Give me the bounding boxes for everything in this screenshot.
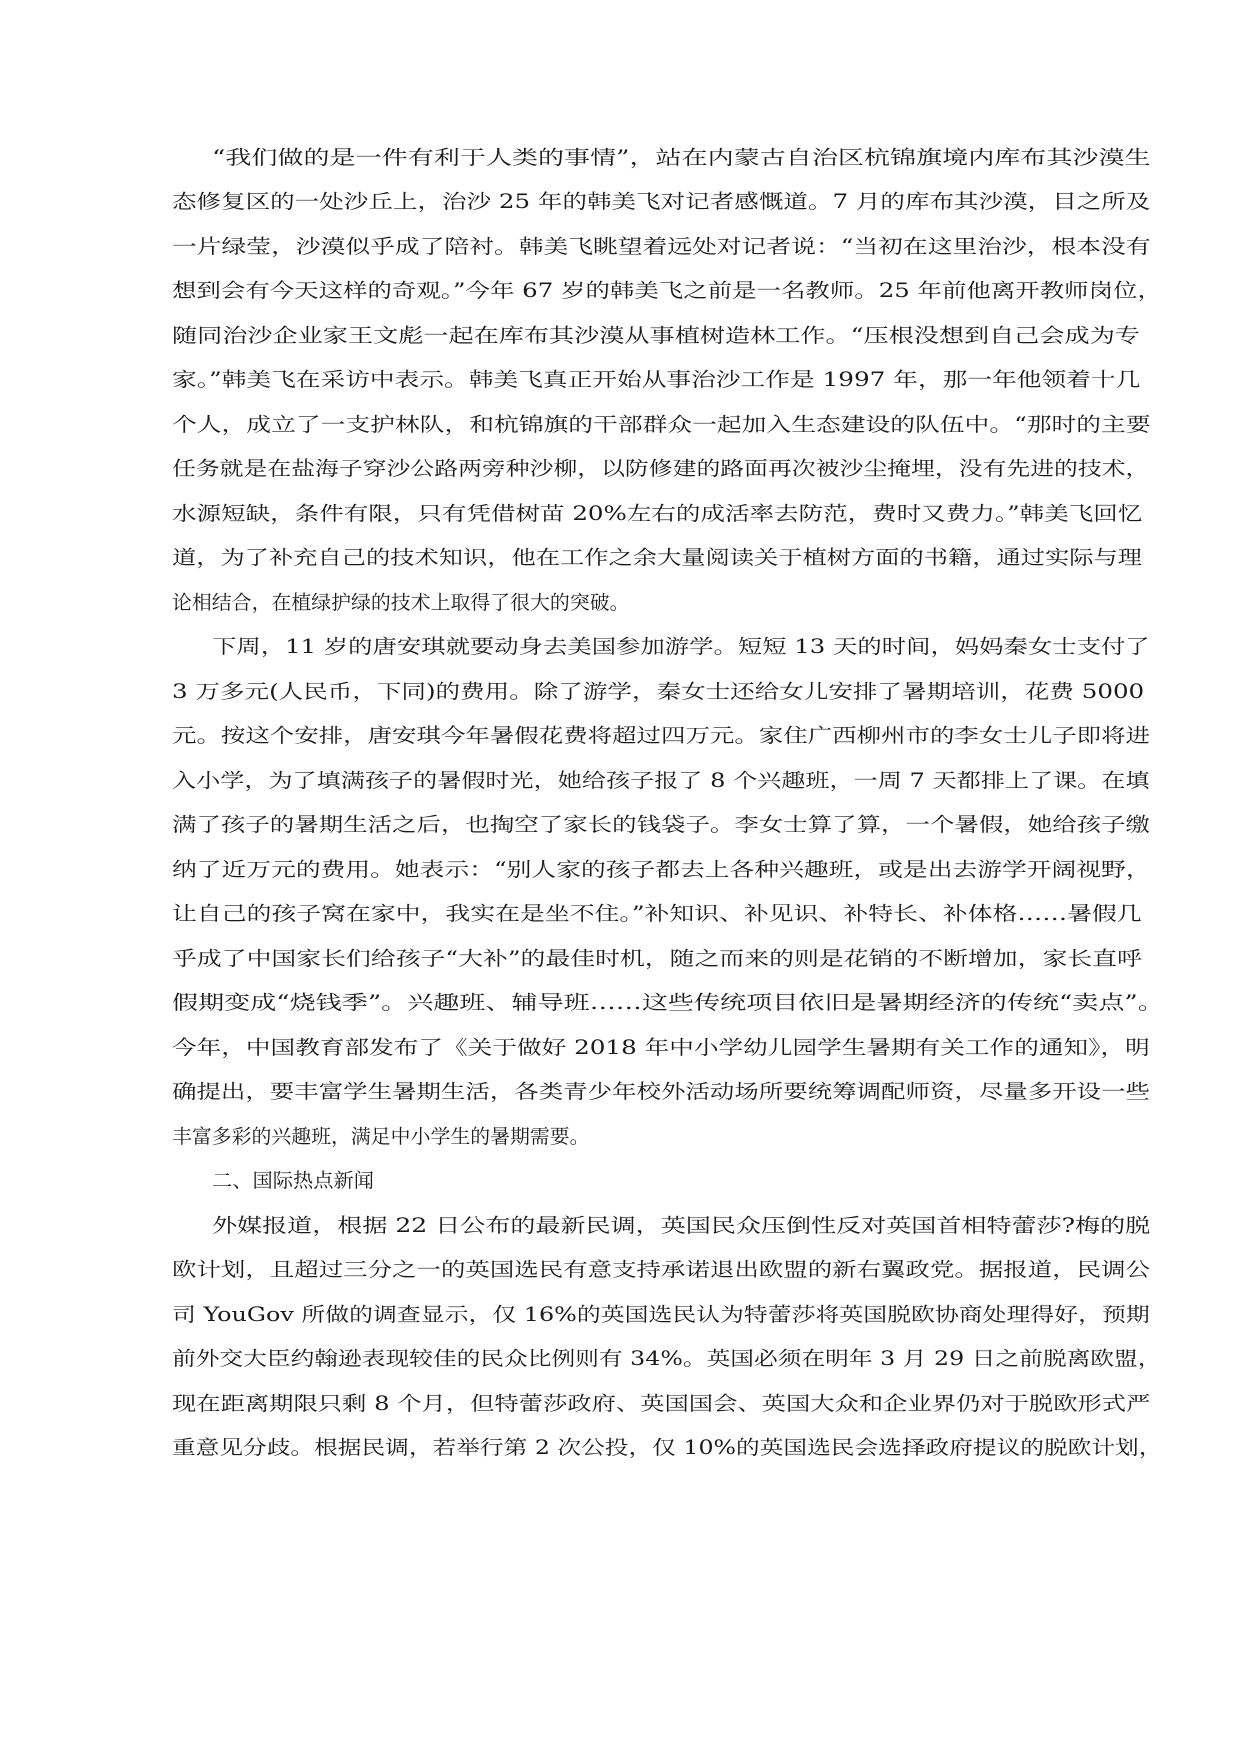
paragraph-2-line-9: 假期变成“烧钱季”。兴趣班、辅导班……这些传统项目依旧是暑期经济的传统“卖点”。 xyxy=(172,991,1164,1014)
paragraph-1-line-11: 论相结合，在植绿护绿的技术上取得了很大的突破。 xyxy=(172,591,630,614)
paragraph-2-line-5: 满了孩子的暑期生活之后，也掏空了家长的钱袋子。李女士算了算，一个暑假，她给孩子缴 xyxy=(172,813,1151,836)
paragraph-2-line-3: 元。按这个安排，唐安琪今年暑假花费将超过四万元。家住广西柳州市的李女士儿子即将进 xyxy=(172,724,1151,747)
paragraph-3-line-1: 外媒报道，根据 22 日公布的最新民调，英国民众压倒性反对英国首相特蕾莎?梅的脱 xyxy=(212,1214,1151,1237)
paragraph-2-line-8: 乎成了中国家长们给孩子“大补”的最佳时机，随之而来的则是花销的不断增加，家长直呼 xyxy=(172,947,1142,970)
paragraph-1-line-3: 一片绿莹，沙漠似乎成了陪衬。韩美飞眺望着远处对记者说：“当初在这里治沙，根本没有 xyxy=(172,235,1151,258)
paragraph-3-line-6: 重意见分歧。根据民调，若举行第 2 次公投，仅 10%的英国选民会选择政府提议的脱欧计划， xyxy=(172,1436,1163,1459)
paragraph-2-line-7: 让自己的孩子窝在家中，我实在是坐不住。”补知识、补见识、补特长、补体格……暑假几 xyxy=(172,902,1142,925)
paragraph-1-line-4: 想到会有今天这样的奇观。”今年 67 岁的韩美飞之前是一名教师。25 年前他离开教师岗位， xyxy=(172,279,1162,302)
section-heading: 二、国际热点新闻 xyxy=(212,1169,375,1192)
paragraph-2-line-6: 纳了近万元的费用。她表示：“别人家的孩子都去上各种兴趣班，或是出去游学开阔视野， xyxy=(172,858,1151,881)
paragraph-1-line-7: 个人，成立了一支护林队，和杭锦旗的干部群众一起加入生态建设的队伍中。“那时的主要 xyxy=(172,413,1151,436)
paragraph-2-line-10: 今年，中国教育部发布了《关于做好 2018 年中小学幼儿园学生暑期有关工作的通知》，明 xyxy=(172,1036,1150,1059)
paragraph-3-line-5: 现在距离期限只剩 8 个月，但特蕾莎政府、英国国会、英国大众和企业界仍对于脱欧形式严 xyxy=(172,1392,1151,1415)
paragraph-3-line-4: 前外交大臣约翰逊表现较佳的民众比例则有 34%。英国必须在明年 3 月 29 日之前脱离欧盟， xyxy=(172,1347,1162,1370)
paragraph-1-line-2: 态修复区的一处沙丘上，治沙 25 年的韩美飞对记者感慨道。7 月的库布其沙漠，目之所及 xyxy=(172,190,1151,213)
paragraph-3-line-2: 欧计划，且超过三分之一的英国选民有意支持承诺退出欧盟的新右翼政党。据报道，民调公 xyxy=(172,1258,1151,1281)
paragraph-1-line-9: 水源短缺，条件有限，只有凭借树苗 20%左右的成活率去防范，费时又费力。”韩美飞回忆 xyxy=(172,502,1143,525)
paragraph-2-line-2: 3 万多元(人民币，下同)的费用。除了游学，秦女士还给女儿安排了暑期培训，花费 5000 xyxy=(172,680,1145,703)
paragraph-1-line-5: 随同治沙企业家王文彪一起在库布其沙漠从事植树造林工作。“压根没想到自己会成为专 xyxy=(172,324,1140,347)
paragraph-1-line-8: 任务就是在盐海子穿沙公路两旁种沙柳，以防修建的路面再次被沙尘掩埋，没有先进的技术， xyxy=(172,457,1150,480)
paragraph-1-line-6: 家。”韩美飞在采访中表示。韩美飞真正开始从事治沙工作是 1997 年，那一年他领着十几 xyxy=(172,368,1141,391)
paragraph-1-line-10: 道，为了补充自己的技术知识，他在工作之余大量阅读关于植树方面的书籍，通过实际与理 xyxy=(172,546,1143,569)
paragraph-1-line-1: “我们做的是一件有利于人类的事情”，站在内蒙古自治区杭锦旗境内库布其沙漠生 xyxy=(212,146,1151,169)
paragraph-2-line-12: 丰富多彩的兴趣班，满足中小学生的暑期需要。 xyxy=(172,1125,590,1148)
paragraph-2-line-4: 入小学，为了填满孩子的暑假时光，她给孩子报了 8 个兴趣班，一周 7 天都排上了课。在填 xyxy=(172,769,1150,792)
paragraph-3-line-3: 司 YouGov 所做的调查显示，仅 16%的英国选民认为特蕾莎将英国脱欧协商处理得好，预期 xyxy=(172,1303,1150,1326)
paragraph-2-line-11: 确提出，要丰富学生暑期生活，各类青少年校外活动场所要统筹调配师资，尽量多开设一些 xyxy=(172,1080,1151,1103)
paragraph-2-line-1: 下周，11 岁的唐安琪就要动身去美国参加游学。短短 13 天的时间，妈妈秦女士支付了 xyxy=(212,635,1150,658)
